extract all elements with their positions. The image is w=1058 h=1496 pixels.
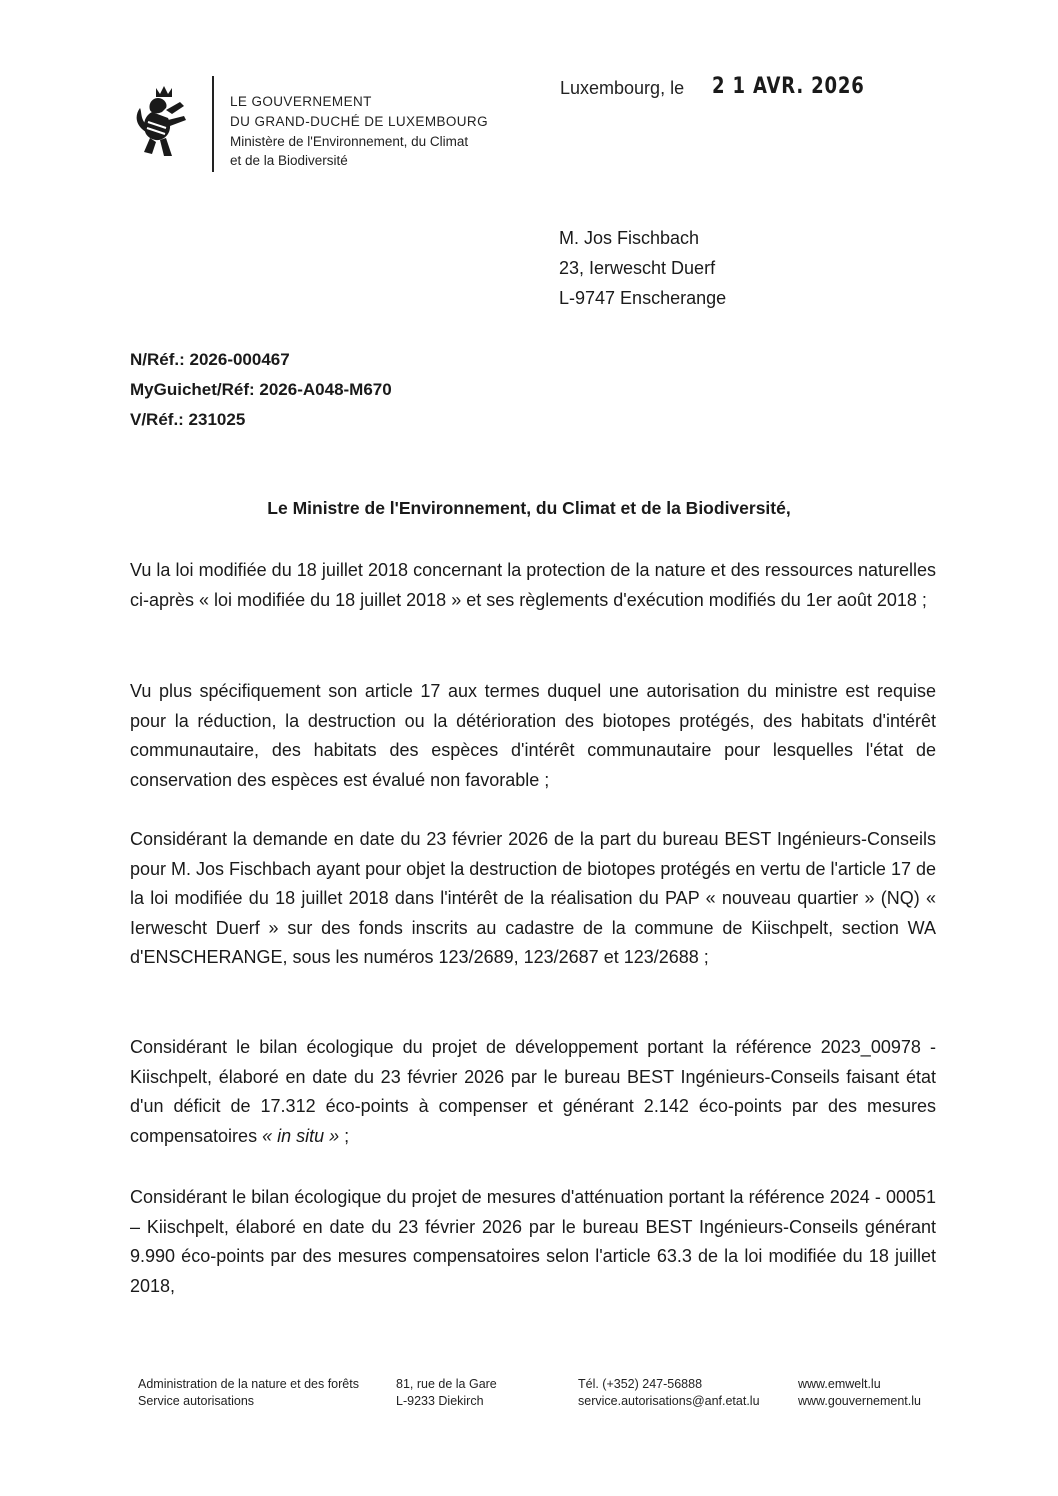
- your-reference: V/Réf.: 231025: [130, 410, 246, 429]
- ecological-balance-text: Considérant le bilan écologique du projet de développement portant la référence 2023_00978 - Kiischpelt, élaboré en date du 23 février 2026 par le bureau BEST Ingénieurs-Conseils faisant état d'un déficit de 17.312 éco-points à compenser et générant 2.142 éco-points par des mesures compensatoires: [130, 1037, 936, 1146]
- ecological-balance-end: ;: [339, 1125, 350, 1146]
- our-reference: N/Réf.: 2026-000467: [130, 350, 290, 369]
- footer-address: [396, 1376, 497, 1410]
- footer-web-emwelt[interactable]: www.emwelt.lu: [798, 1377, 881, 1391]
- footer-street: 81, rue de la Gare: [396, 1377, 497, 1391]
- footer-service-name: Service autorisations: [138, 1394, 255, 1408]
- recipient-name: M. Jos Fischbach: [559, 228, 700, 248]
- in-situ-italic: « in situ »: [262, 1125, 340, 1146]
- paragraph-mitigation-measures: Considérant le bilan écologique du projet de mesures d'atténuation portant la référence 2024 - 00051 – Kiischpelt, élaboré en date du 23 février 2026 par le bureau BEST Ingénieurs-Conseils générant 9.990 éco-points par des mesures compensatoires selon l'article 63.3 de la loi modifiée du 18 juillet 2018,: [130, 1187, 936, 1296]
- letterhead-divider: [212, 76, 214, 172]
- footer-admin-name: Administration de la nature et des forêts: [138, 1377, 359, 1391]
- government-name-line1: LE GOUVERNEMENT: [230, 94, 372, 109]
- footer-phone: Tél. (+352) 247-56888: [578, 1377, 703, 1391]
- paragraph-request: Considérant la demande en date du 23 février 2026 de la part du bureau BEST Ingénieurs-Conseils pour M. Jos Fischbach ayant pour objet la destruction de biotopes protégés en vertu de l'article 17 de la loi modifiée du 18 juillet 2018 dans l'intérêt de la réalisation du PAP « nouveau quartier » (NQ) « Ierwescht Duerf » sur des fonds inscrits au cadastre de la commune de Kiischpelt, section WA d'ENSCHERANGE, sous les numéros 123/2689, 123/2687 et 123/2688 ;: [130, 829, 936, 967]
- paragraph-legal-basis: Vu la loi modifiée du 18 juillet 2018 concernant la protection de la nature et des ressources naturelles ci-après « loi modifiée du 18 juillet 2018 » et ses règlements d'exécution modifiés du 1er août 2018 ;: [130, 560, 936, 610]
- footer-email[interactable]: service.autorisations@anf.etat.lu: [578, 1394, 760, 1408]
- footer-web-gouvernement[interactable]: www.gouvernement.lu: [798, 1394, 921, 1408]
- paragraph-ecological-balance: [130, 1033, 936, 1151]
- date-stamp: 2 1 AVR. 2026: [712, 74, 865, 99]
- footer-administration: [138, 1376, 359, 1410]
- date-label: Luxembourg, le: [560, 78, 685, 98]
- paragraph-article-17: Vu plus spécifiquement son article 17 aux termes duquel une autorisation du ministre est requise pour la réduction, la destruction ou la détérioration des biotopes protégés, des habitats d'intérêt communautaire, des habitats des espèces d'intérêt communautaire pour lesquelles l'état de conservation des espèces est évalué non favorable ;: [130, 681, 936, 790]
- footer-postal-city: L-9233 Diekirch: [396, 1394, 484, 1408]
- myguichet-reference: MyGuichet/Réf: 2026-A048-M670: [130, 380, 392, 399]
- footer-contact: [578, 1376, 760, 1410]
- minister-title: Le Ministre de l'Environnement, du Climat et de la Biodiversité,: [267, 498, 791, 518]
- luxembourg-lion-crest-icon: [132, 82, 202, 162]
- footer-websites: [798, 1376, 921, 1410]
- ministry-name-line1: Ministère de l'Environnement, du Climat: [230, 134, 469, 149]
- government-name-line2: DU GRAND-DUCHÉ DE LUXEMBOURG: [230, 114, 488, 129]
- ministry-name-line2: et de la Biodiversité: [230, 153, 348, 168]
- recipient-street: 23, Ierwescht Duerf: [559, 258, 716, 278]
- recipient-city: L-9747 Enscherange: [559, 288, 727, 308]
